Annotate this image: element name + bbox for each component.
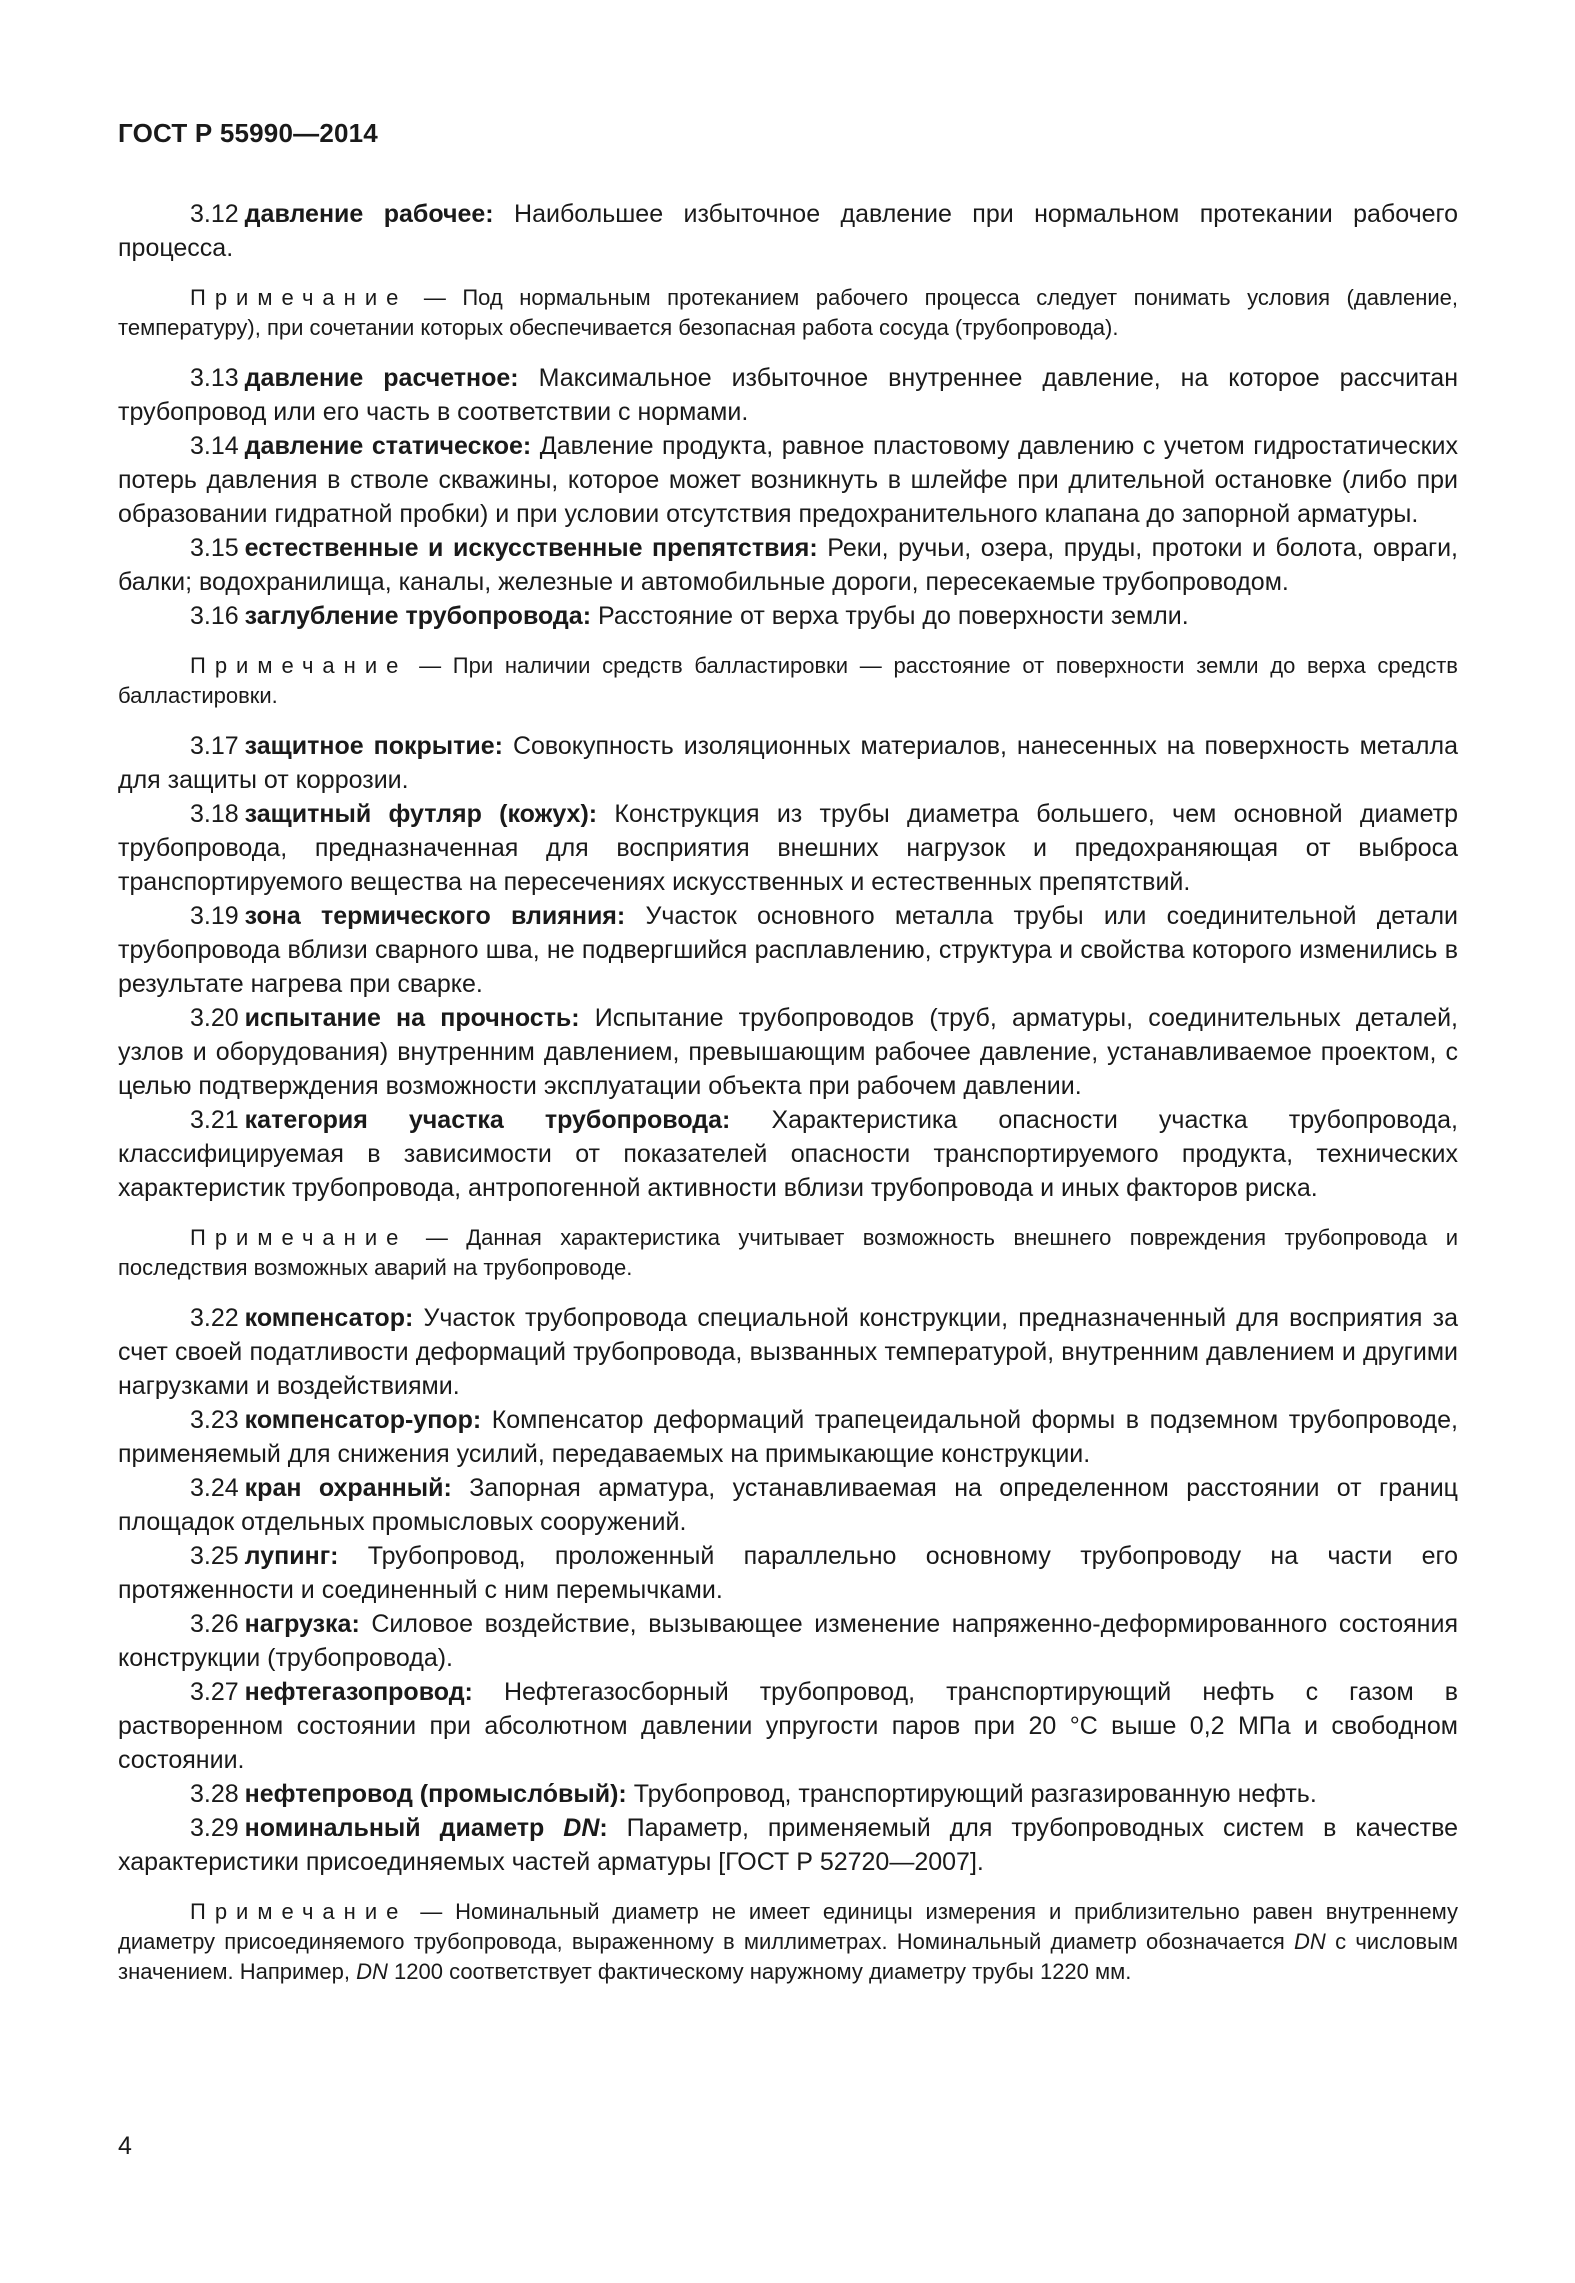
- definition-term: защитный футляр (кожух):: [244, 800, 598, 828]
- definition-3-16: [118, 599, 1458, 633]
- definition-term-suffix: :: [599, 1814, 608, 1842]
- definition-3-13: [118, 361, 1458, 429]
- definition-text: Максимальное избыточное внутреннее давление, на которое рассчитан трубопровод или его часть в соответствии с нормами.: [118, 364, 1459, 426]
- definition-term-prefix: номинальный диаметр: [244, 1814, 545, 1842]
- definition-term: лупинг:: [244, 1542, 339, 1570]
- definition-number: 3.18: [190, 800, 239, 828]
- definition-term: [245, 1814, 608, 1842]
- definition-text: Запорная арматура, устанавливаемая на определенном расстоянии от границ площадок отдельных промысловых сооружений.: [118, 1474, 1458, 1536]
- definition-3-18: [118, 797, 1458, 899]
- definition-3-17: [118, 729, 1458, 797]
- definition-term: компенсатор-упор:: [244, 1406, 482, 1434]
- definition-term: нагрузка:: [244, 1610, 360, 1638]
- note-text-part3: 1200 соответствует фактическому наружному диаметру трубы 1220 мм.: [394, 1959, 1132, 1984]
- definition-text: Испытание трубопроводов (труб, арматуры, соединительных деталей, узлов и оборудования) внутренним давлением, превышающим рабочее давление, устанавливаемое проектом, с целью подтверждения возможности эксплуатации объекта при рабочем давлении.: [118, 1004, 1458, 1100]
- definition-number: 3.14: [190, 432, 239, 460]
- definition-term: категория участка трубопровода:: [244, 1106, 731, 1134]
- definition-term: испытание на прочность:: [244, 1004, 580, 1032]
- definition-number: 3.15: [190, 534, 239, 562]
- note-label: Примечание: [190, 653, 408, 678]
- definition-number: 3.20: [190, 1004, 239, 1032]
- definition-term: давление статическое:: [244, 432, 532, 460]
- definition-3-15: [118, 531, 1458, 599]
- definition-text: Конструкция из трубы диаметра большего, чем основной диаметр трубопровода, предназначенная для восприятия внешних нагрузок и предохраняющая от выброса транспортируемого вещества на пересечениях искусственных и естественных препятствий.: [118, 800, 1458, 896]
- definition-term: защитное покрытие:: [244, 732, 503, 760]
- definition-3-20: [118, 1001, 1458, 1103]
- definition-3-12: [118, 197, 1458, 265]
- definition-3-26: [118, 1607, 1458, 1675]
- definition-number: 3.26: [190, 1610, 239, 1638]
- definition-term: нефтепровод (промысло́вый):: [244, 1780, 627, 1808]
- note-text-part2: с числовым значением. Например,: [118, 1929, 1459, 1984]
- definition-3-28: [118, 1777, 1458, 1811]
- note-3-29: [118, 1897, 1458, 1987]
- definition-number: 3.13: [190, 364, 239, 392]
- note-italic-1: DN: [1294, 1929, 1326, 1954]
- definition-number: 3.17: [190, 732, 239, 760]
- definition-3-19: [118, 899, 1458, 1001]
- note-text: — Под нормальным протеканием рабочего процесса следует понимать условия (давление, температуру), при сочетании которых обеспечивается безопасная работа сосуда (трубопровода).: [118, 285, 1458, 340]
- definition-text: Реки, ручьи, озера, пруды, протоки и болота, овраги, балки; водохранилища, каналы, железные и автомобильные дороги, пересекаемые трубопроводом.: [118, 534, 1459, 596]
- definition-number: 3.28: [190, 1780, 239, 1808]
- definition-number: 3.25: [190, 1542, 239, 1570]
- definition-text: Компенсатор деформаций трапецеидальной формы в подземном трубопроводе, применяемый для снижения усилий, передаваемых на примыкающие конструкции.: [118, 1406, 1458, 1468]
- note-label: Примечание: [190, 1899, 408, 1924]
- document-code-header: ГОСТ Р 55990—2014: [118, 118, 378, 148]
- definition-number: 3.22: [190, 1304, 239, 1332]
- note-text: — Данная характеристика учитывает возможность внешнего повреждения трубопровода и последствия возможных аварий на трубопроводе.: [118, 1225, 1458, 1280]
- definition-text: Участок трубопровода специальной конструкции, предназначенный для восприятия за счет своей податливости деформаций трубопровода, вызванных температурой, внутренним давлением и другими нагрузками и воздействиями.: [118, 1304, 1458, 1400]
- definition-text: Силовое воздействие, вызывающее изменение напряженно-деформированного состояния конструкции (трубопровода).: [118, 1610, 1458, 1672]
- definition-term-italic: DN: [563, 1814, 600, 1842]
- definition-text: Нефтегазосборный трубопровод, транспортирующий нефть с газом в растворенном состоянии при абсолютном давлении упругости паров при 20 °С выше 0,2 МПа и свободном состоянии.: [118, 1678, 1458, 1774]
- definition-term: заглубление трубопровода:: [244, 602, 592, 630]
- document-page: [118, 118, 1458, 2005]
- definition-text: Характеристика опасности участка трубопровода, классифицируемая в зависимости от показателей опасности транспортируемого продукта, технических характеристик трубопровода, антропогенной активности вблизи трубопровода и иных факторов риска.: [118, 1106, 1458, 1202]
- definition-3-14: [118, 429, 1458, 531]
- note-text: — При наличии средств балластировки — расстояние от поверхности земли до верха средств балластировки.: [118, 653, 1458, 708]
- definition-3-25: [118, 1539, 1458, 1607]
- definition-3-29: [118, 1811, 1458, 1879]
- definition-term: давление расчетное:: [244, 364, 519, 392]
- definition-text: Участок основного металла трубы или соединительной детали трубопровода вблизи сварного шва, не подвергшийся расплавлению, структура и свойства которого изменились в результате нагрева при сварке.: [118, 902, 1459, 998]
- note-label: Примечание: [190, 1225, 408, 1250]
- definition-term: компенсатор:: [244, 1304, 414, 1332]
- definition-text: Параметр, применяемый для трубопроводных систем в качестве характеристики присоединяемых частей арматуры [ГОСТ Р 52720—2007].: [118, 1814, 1458, 1876]
- definition-text: Совокупность изоляционных материалов, нанесенных на поверхность металла для защиты от коррозии.: [118, 732, 1458, 794]
- definition-3-24: [118, 1471, 1458, 1539]
- definition-number: 3.27: [190, 1678, 239, 1706]
- definition-number: 3.12: [190, 200, 239, 228]
- definition-term: естественные и искусственные препятствия:: [244, 534, 818, 562]
- definition-term: давление рабочее:: [244, 200, 494, 228]
- definition-number: 3.21: [190, 1106, 239, 1134]
- definition-text: Трубопровод, проложенный параллельно основному трубопроводу на части его протяженности и соединенный с ним перемычками.: [118, 1542, 1458, 1604]
- definition-number: 3.19: [190, 902, 239, 930]
- note-3-16: [118, 651, 1458, 711]
- definition-3-22: [118, 1301, 1458, 1403]
- note-3-12: [118, 283, 1458, 343]
- note-italic-2: DN: [356, 1959, 388, 1984]
- definition-text: Наибольшее избыточное давление при нормальном протекании рабочего процесса.: [118, 200, 1458, 262]
- definition-number: 3.29: [190, 1814, 239, 1842]
- definition-number: 3.16: [190, 602, 239, 630]
- definition-3-27: [118, 1675, 1458, 1777]
- definition-number: 3.24: [190, 1474, 239, 1502]
- note-label: Примечание: [190, 285, 408, 310]
- definition-term: кран охранный:: [244, 1474, 452, 1502]
- definition-term: зона термического влияния:: [244, 902, 626, 930]
- note-text-part1: — Номинальный диаметр не имеет единицы измерения и приблизительно равен внутреннему диаметру присоединяемого трубопровода, выраженному в миллиметрах. Номинальный диаметр обозначается: [118, 1899, 1458, 1954]
- definition-3-21: [118, 1103, 1458, 1205]
- definition-text: Расстояние от верха трубы до поверхности земли.: [598, 602, 1189, 630]
- definition-number: 3.23: [190, 1406, 239, 1434]
- note-3-21: [118, 1223, 1458, 1283]
- definition-text: Давление продукта, равное пластовому давлению с учетом гидростатических потерь давления в стволе скважины, которое может возникнуть в шлейфе при длительной остановке (либо при образовании гидратной пробки) и при условии отсутствия предохранительного клапана до запорной арматуры.: [118, 432, 1458, 528]
- definition-term: нефтегазопровод:: [244, 1678, 473, 1706]
- definition-3-23: [118, 1403, 1458, 1471]
- definition-text: Трубопровод, транспортирующий разгазированную нефть.: [633, 1780, 1317, 1808]
- definitions-list: [118, 197, 1458, 1987]
- page-number: 4: [118, 2132, 132, 2160]
